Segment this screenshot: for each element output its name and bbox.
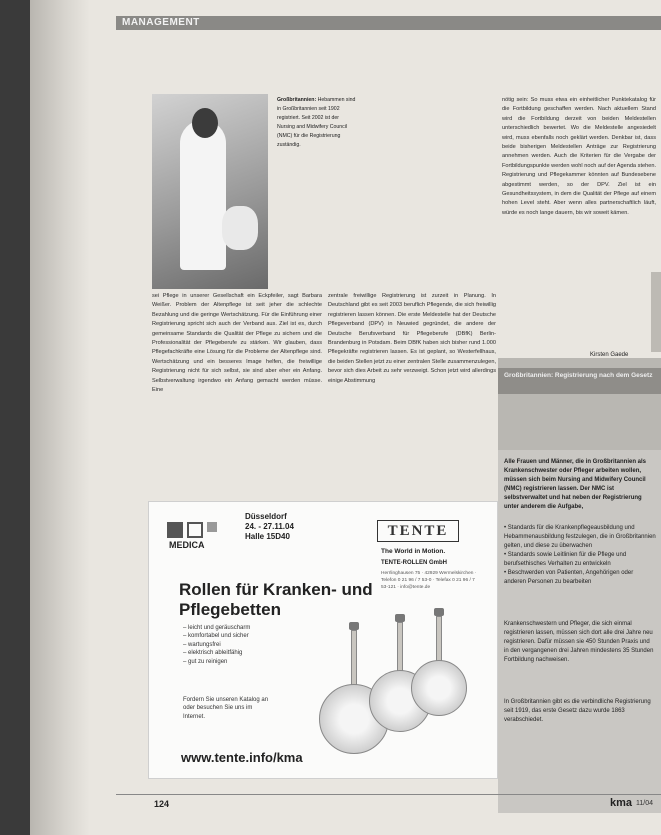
magazine-issue: 11/04 [636, 800, 653, 807]
photo-caption [277, 96, 357, 150]
info-box-title-bar [498, 368, 661, 394]
fair-logo-square-outline [187, 522, 203, 538]
info-box [498, 358, 661, 813]
article-column-2: zentrale freiwillige Registrierung ist zurzeit in Planung. In Deutschland gibt es seit 2003 beruflich Pflegende, die sich freiwillig registrieren lassen können. Die erste Meldestelle hat der Deutsche Pflegeverband (DPV) in Neuwied gegründet, die andere der Deutsche Berufsverband für Pflegeberufe (DBfK) Berlin-Brandenburg in Potsdam. Beim DBfK haben sich bisher rund 1.000 Pflegekräfte registrieren lassen. Es ist geplant, so Westerfellhaus, die beiden Stellen jetzt zu einer zentralen Stelle zusammenzulegen, bevor sich dies Arbeit zu sehr verzweigt. Schon jetzt wird allerdings einige Abstimmung [328, 293, 496, 384]
ad-feature: – gut zu reinigen [183, 658, 293, 666]
article-photo [152, 94, 268, 289]
ad-call-to-action: Fordern Sie unseren Katalog an oder besuchen Sie uns im Internet. [183, 697, 269, 720]
section-label: MANAGEMENT [122, 17, 200, 28]
caster-wheel-icon [411, 608, 467, 718]
ad-feature: – leicht und geräuscharm [183, 624, 293, 632]
page-binding-shadow [30, 0, 90, 835]
page-number: 124 [154, 799, 170, 809]
caption-lead: Großbritannien: [277, 97, 317, 103]
ad-headline: Rollen für Kranken- und Pflegebetten [179, 580, 373, 619]
page-edge-tab [651, 272, 661, 352]
advertisement [148, 501, 498, 779]
company-name: TENTE-ROLLEN GmbH [381, 560, 447, 566]
caster-stem [397, 622, 403, 674]
magazine-page [30, 0, 661, 835]
info-box-title: Großbritannien: Registrierung nach dem Gesetz [504, 372, 653, 379]
fair-hall: Halle 15D40 [245, 532, 290, 541]
info-box-bullet: • Standards für die Krankenpflegeausbildung und Hebammenausbildung festzulegen, die in Großbritannien gelten, und diese zu überwachen [504, 524, 656, 551]
brand-logo: TENTE [377, 520, 459, 542]
ad-website-link[interactable]: www.tente.info/kma [181, 750, 303, 765]
caster-stem [351, 630, 357, 692]
caster-cap [349, 622, 359, 630]
caster-stem [436, 616, 442, 662]
article-column-3: nötig sein: So muss etwa ein einheitlicher Punktekatalog für die Fortbildung geschaffen werden. Nach aktuellem Stand wird die Fortbildung derzeit von beiden Meldestellen unterschiedlich bewertet. Wo die Meldestelle angesiedelt wird, muss ebenfalls noch geklärt werden. Denkbar ist, dass beide bisherigen Meldestellen Anträge zur Registrierung annehmen werden. Auch die Kriterien für die Vergabe der Fortbildungspunkte werden wohl noch auf der Agenda stehen. Registrierung und Pflegekammer könnten auf Bundesebene abgestimmt werden, so der DPV. Ziel ist ein Gesundheitssystem, in dem die Qualität der Pflege auf einem hohen Level steht. Aber wenn alles partnerschaftlich läuft, würde es noch lange dauern, bis wir soweit kämen. [502, 97, 656, 216]
fair-city: Düsseldorf [245, 512, 287, 521]
ad-feature: – komfortabel und sicher [183, 632, 293, 640]
info-box-bullet: • Beschwerden von Patienten, Angehörigen oder anderen Personen zu bearbeiten [504, 569, 656, 587]
fair-logo-square [167, 522, 183, 538]
photo-infant [222, 206, 258, 250]
photo-nurse-head [192, 108, 218, 138]
ad-feature-list [183, 624, 293, 666]
fair-logo [163, 514, 221, 566]
ad-feature: – wartungsfrei [183, 641, 293, 649]
photo-nurse [180, 120, 226, 270]
caster-tire [411, 660, 467, 716]
fair-dates: 24. - 27.11.04 [245, 522, 294, 531]
fair-logo-square-small [207, 522, 217, 532]
article-author: Kirsten Gaede [590, 352, 629, 358]
fair-logo-text: MEDICA [169, 540, 205, 550]
info-box-paragraph: In Großbritannien gibt es die verbindliche Registrierung seit 1919, das erste Gesetz dazu wurde 1863 verabschiedet. [504, 699, 651, 723]
caption-text: Hebammen sind in Großbritannien seit 1902 registriert. Seit 2002 ist der Nursing and Midwifery Council (NMC) für die Registrierung zuständig. [277, 97, 356, 148]
brand-slogan: The World in Motion. [381, 548, 446, 555]
info-box-bullet: • Standards sowie Leitlinien für die Pflege und berufsethisches Verhalten zu entwickeln [504, 551, 656, 569]
ad-feature: – elektrisch ableitfähig [183, 649, 293, 657]
caster-cap [434, 608, 444, 616]
info-box-paragraph: Krankenschwestern und Pfleger, die sich einmal registrieren lassen, müssen sich dort alle drei Jahre neu registrieren. Dafür müssen sie 450 Stunden Praxis und in den vergangenen drei Jahren mindestens 35 Stunden Fortbildung nachweisen. [504, 621, 654, 663]
caster-cap [395, 614, 405, 622]
info-box-paragraph: Alle Frauen und Männer, die in Großbritannien als Krankenschwester oder Pfleger arbeiten wollen, müssen sich beim Nursing and Midwifery Council (NMC) registrieren lassen. Der NMC ist selbstverwaltet und hat neben der Registrierung unter anderem die Aufgabe, [504, 459, 647, 510]
magazine-logo: kma [610, 797, 633, 809]
company-address: Herrlinghausen 75 · 42929 Wermelskirchen · Telefon 0 21 96 / 7 53-0 · Telefax 0 21 96 / 7 53-121 · info@tente.de [381, 571, 477, 590]
article-column-1: sei Pflege in unserer Gesellschaft ein Eckpfeiler, sagt Barbara Weißer. Problem der Altenpflege ist seit jeher die schlechte Bezahlung und die geringe Wertschätzung. Für die Einführung einer Registrierung spricht sich auch der Verband aus. Ziel ist es, durch gemeinsame Standards die Qualität der Pflege zu sichern und die Professionalität der Pflegeberufe zu stärken. Wir glauben, dass Pflegefachkräfte eine Lösung für die Probleme der Altenpflege sind. Wertschätzung und ein besseres Image helfen, die freiwillige Registrierung nicht für sich selbst, sie sind aber eher ein Anfang. Selbstverwaltung irgendwo ein Anfang gemacht werden müsse. Eine [152, 293, 322, 394]
info-box-bullet-list [504, 524, 656, 587]
footer-rule [116, 794, 661, 795]
fair-info [245, 512, 294, 542]
